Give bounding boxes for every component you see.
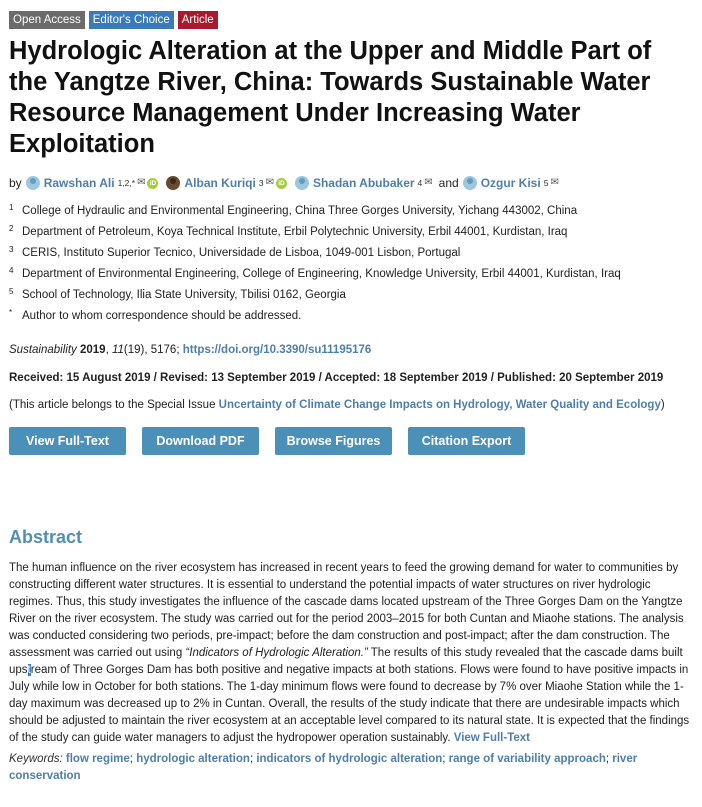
affiliation-item [9,201,693,222]
browse-figures-button[interactable]: Browse Figures [275,427,392,455]
author-avatar-icon [166,176,180,190]
author-name[interactable]: Alban Kuriqi [184,176,256,190]
affiliation-item [9,264,693,285]
open-access-badge[interactable]: Open Access [9,11,85,29]
affiliation-item [9,285,693,306]
citation-volume: 11 [111,344,124,356]
orcid-icon[interactable]: iD [147,178,158,189]
journal-name: Sustainability [9,344,77,356]
author-name[interactable]: Shadan Abubaker [312,176,415,190]
special-issue-link[interactable]: Uncertainty of Climate Change Impacts on Hydrology, Water Quality and Ecology [218,399,661,411]
affiliation-text: Author to whom correspondence should be addressed. [22,310,302,322]
citation-export-button[interactable]: Citation Export [408,427,525,455]
doi-link[interactable]: https://doi.org/10.3390/su11195176 [182,344,372,356]
abstract-italic-term: “Indicators of Hydrologic Alteration.” [185,647,368,659]
affiliation-item [9,306,693,327]
affiliation-number: 4 [9,266,14,275]
author-name[interactable]: Rawshan Ali [43,176,115,190]
affiliation-list [9,201,693,327]
affiliation-item [9,243,693,264]
affiliation-text: College of Hydraulic and Environmental Engineering, China Three Gorges University, Yichang 443002, China [22,205,578,217]
special-issue-suffix: ) [660,399,665,411]
publication-dates: Received: 15 August 2019 / Revised: 13 September 2019 / Accepted: 18 September 2019 / Published: 20 September 2019 [9,372,664,384]
affiliation-text: School of Technology, Ilia State University, Tbilisi 0162, Georgia [22,289,346,301]
affiliation-number: 5 [9,287,14,296]
orcid-icon[interactable]: iD [276,178,287,189]
badge-row [9,11,693,29]
citation-issue: (19), 5176; [123,344,183,356]
author-name[interactable]: Ozgur Kisi [480,176,541,190]
citation-line: Sustainability 2019, 11(19), 5176; https://doi.org/10.3390/su11195176 [9,344,372,356]
author-affiliation-sup: 1,2,* [117,178,136,188]
view-full-text-button[interactable]: View Full-Text [9,427,126,455]
editors-choice-badge[interactable]: Editor's Choice [89,11,174,29]
author-avatar-icon [463,176,477,190]
affiliation-text: Department of Environmental Engineering, College of Engineering, Knowledge University, Erbil 44001, Kurdistan, Iraq [22,268,621,280]
affiliation-number: * [9,308,13,317]
keyword-link[interactable]: river conservation [9,753,638,782]
article-type-badge: Article [178,11,218,29]
mail-icon[interactable]: ✉ [137,177,146,188]
affiliation-item [9,222,693,243]
keyword-link[interactable]: indicators of hydrologic alteration [256,753,443,765]
affiliation-number: 3 [9,245,14,254]
special-issue-prefix: (This article belongs to the Special Issue [9,399,219,411]
and-label: and [438,176,459,190]
keywords-line: Keywords: flow regime; hydrologic alteration; indicators of hydrologic alteration; range of variability approach; river conservation [9,753,638,782]
author-rawshan-ali[interactable] [26,174,159,192]
author-affiliation-sup: 4 [417,178,423,188]
keywords-label: Keywords: [9,753,63,765]
affiliation-text: CERIS, Instituto Superior Tecnico, Universidade de Lisboa, 1049-001 Lisbon, Portugal [22,247,461,259]
author-avatar-icon [295,176,309,190]
author-ozgur-kisi[interactable] [463,174,559,192]
affiliation-number: 2 [9,224,14,233]
keyword-link[interactable]: hydrologic alteration [136,753,250,765]
abstract-part-1: The human influence on the river ecosystem has increased in recent years to feed the growing demand for water to communities by constructing different water structures. It is essential to understand the potential impacts of water structures on river hydrologic regimes. Thus, this study investigates the influence of the cascade dams located upstream of the Three Gorges Dam on the Yangtze River on the river ecosystem. The study was carried out for the period 2003–2015 for both Cuntan and Miaohe stations. The analysis was conducted considering two periods, pre-impact; before the dam construction and post-impact; after the dam construction. The assessment was carried out using [9,562,684,659]
affiliation-number: 1 [9,203,14,212]
author-avatar-icon [26,176,40,190]
author-list [9,174,693,192]
text-selection-highlight: t [27,664,31,676]
by-label: by [9,176,22,190]
mail-icon[interactable]: ✉ [265,177,274,188]
abstract-text [9,560,693,747]
author-shadan-abubaker[interactable] [295,174,433,192]
keyword-link[interactable]: flow regime [65,753,130,765]
abstract-part-2: The results of this study revealed that the cascade dams built ups [9,647,683,676]
author-alban-kuriqi[interactable] [166,174,286,192]
special-issue-note [9,398,693,412]
abstract-view-full-text-link[interactable]: View Full-Text [453,732,530,744]
mail-icon[interactable]: ✉ [424,177,433,188]
affiliation-text: Department of Petroleum, Koya Technical Institute, Erbil Polytechnic University, Erbil 44001, Kurdistan, Iraq [22,226,568,238]
author-affiliation-sup: 3 [258,178,264,188]
abstract-part-3: ream of Three Gorges Dam has both positive and negative impacts at both stations. Flows were found to have positive impacts in July while low in October for both stations. The 1-day minimum flows were found to decrease by 7% over Miaohe Station while the 1-day maximum was decreased up to 2% in Cuntan. Overall, the results of the study indicate that there are undesirable impacts which should be adjusted to maintain the river ecosystem at an acceptable level compared to its natural state. It is expected that the findings of the study can guide water managers to adjust the hydropower operation sustainably. [9,664,690,744]
abstract-heading: Abstract [9,527,83,547]
download-pdf-button[interactable]: Download PDF [142,427,259,455]
citation-year: 2019 [79,344,106,356]
action-buttons [9,427,693,455]
keyword-link[interactable]: range of variability approach [448,753,606,765]
mail-icon[interactable]: ✉ [550,177,559,188]
article-title: Hydrologic Alteration at the Upper and Middle Part of the Yangtze River, China: Towards Sustainable Water Resource Management Under Increasing Water Exploitation [9,37,652,158]
author-affiliation-sup: 5 [543,178,549,188]
